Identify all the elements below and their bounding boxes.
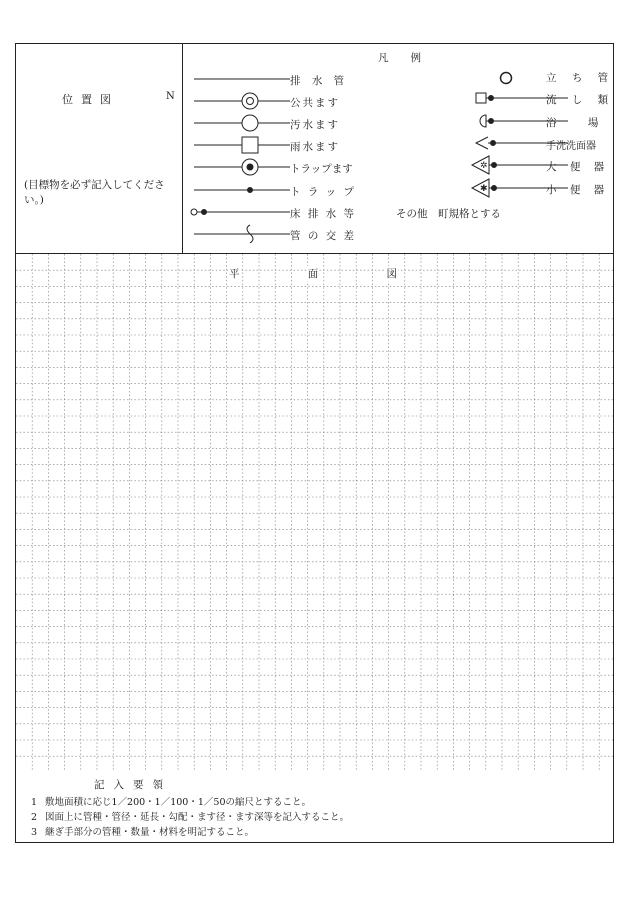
pipe-crossing-icon	[194, 225, 290, 243]
instruction-item	[31, 824, 254, 838]
legend-label-bath: 浴 場	[546, 117, 613, 129]
legend-label-trap-manhole: トラップます	[290, 163, 353, 175]
legend-label-sink: 流 し 類	[546, 94, 615, 106]
legend-label-drain-pipe: 排 水 管	[290, 75, 349, 87]
plan-title-char: 図	[386, 268, 397, 280]
instructions-heading: 記入要領	[94, 779, 172, 791]
riser-pipe-icon	[501, 73, 512, 84]
public-manhole-icon	[194, 93, 290, 109]
legend-label-urinal: 小 便 器	[546, 184, 610, 196]
legend-label-toilet: 大 便 器	[546, 161, 610, 173]
legend-label-rainwater-manhole: 雨水ます	[290, 141, 340, 153]
instruction-number: 2	[31, 812, 38, 823]
dotted-grid	[16, 254, 613, 771]
plan-title-char: 面	[307, 268, 319, 280]
rainwater-manhole-icon	[194, 137, 290, 153]
trap-manhole-icon	[194, 159, 290, 175]
svg-text:✲: ✲	[480, 161, 488, 171]
legend-label-washbasin: 手洗洗面器	[546, 141, 596, 152]
legend-title: 凡例	[378, 52, 443, 64]
location-map-title: 位置図	[62, 93, 119, 106]
instruction-text: 敷地面積に応じ1／200・1／100・1／50の縮尺とすること。	[45, 797, 311, 808]
plan-title-char: 平	[229, 268, 240, 280]
top-section	[16, 44, 613, 254]
floor-drain-icon	[191, 209, 290, 215]
instruction-item	[31, 809, 349, 823]
legend-other-note: その他 町規格とする	[396, 208, 501, 220]
instruction-text: 継ぎ手部分の管種・数量・材料を明記すること。	[45, 827, 255, 838]
instruction-text: 図面上に管種・管径・延長・勾配・ます径・ます深等を記入すること。	[45, 812, 350, 823]
instruction-number: 3	[31, 827, 38, 838]
legend-label-pipe-crossing: 管 の 交 差	[290, 230, 357, 242]
svg-text:✱: ✱	[480, 184, 488, 194]
plan-title	[228, 266, 398, 281]
trap-icon	[194, 188, 290, 193]
sewage-manhole-icon	[194, 115, 290, 131]
legend-label-public-manhole: 公共ます	[290, 97, 340, 109]
plan-drawing-area[interactable]	[16, 254, 613, 771]
legend-label-floor-drain: 床 排 水 等	[290, 208, 357, 220]
legend-label-sewage-manhole: 汚水ます	[290, 119, 340, 131]
instruction-item	[31, 794, 311, 808]
instruction-number: 1	[31, 797, 38, 808]
instructions-section	[16, 771, 613, 842]
north-indicator: N	[166, 91, 175, 102]
drainage-form	[15, 43, 614, 843]
legend-label-trap: ト ラ ッ プ	[290, 186, 357, 198]
legend-label-riser-pipe: 立 ち 管	[546, 72, 615, 84]
location-note: (目標物を必ず記入してください。)	[24, 179, 165, 206]
location-map-panel[interactable]	[16, 44, 183, 253]
